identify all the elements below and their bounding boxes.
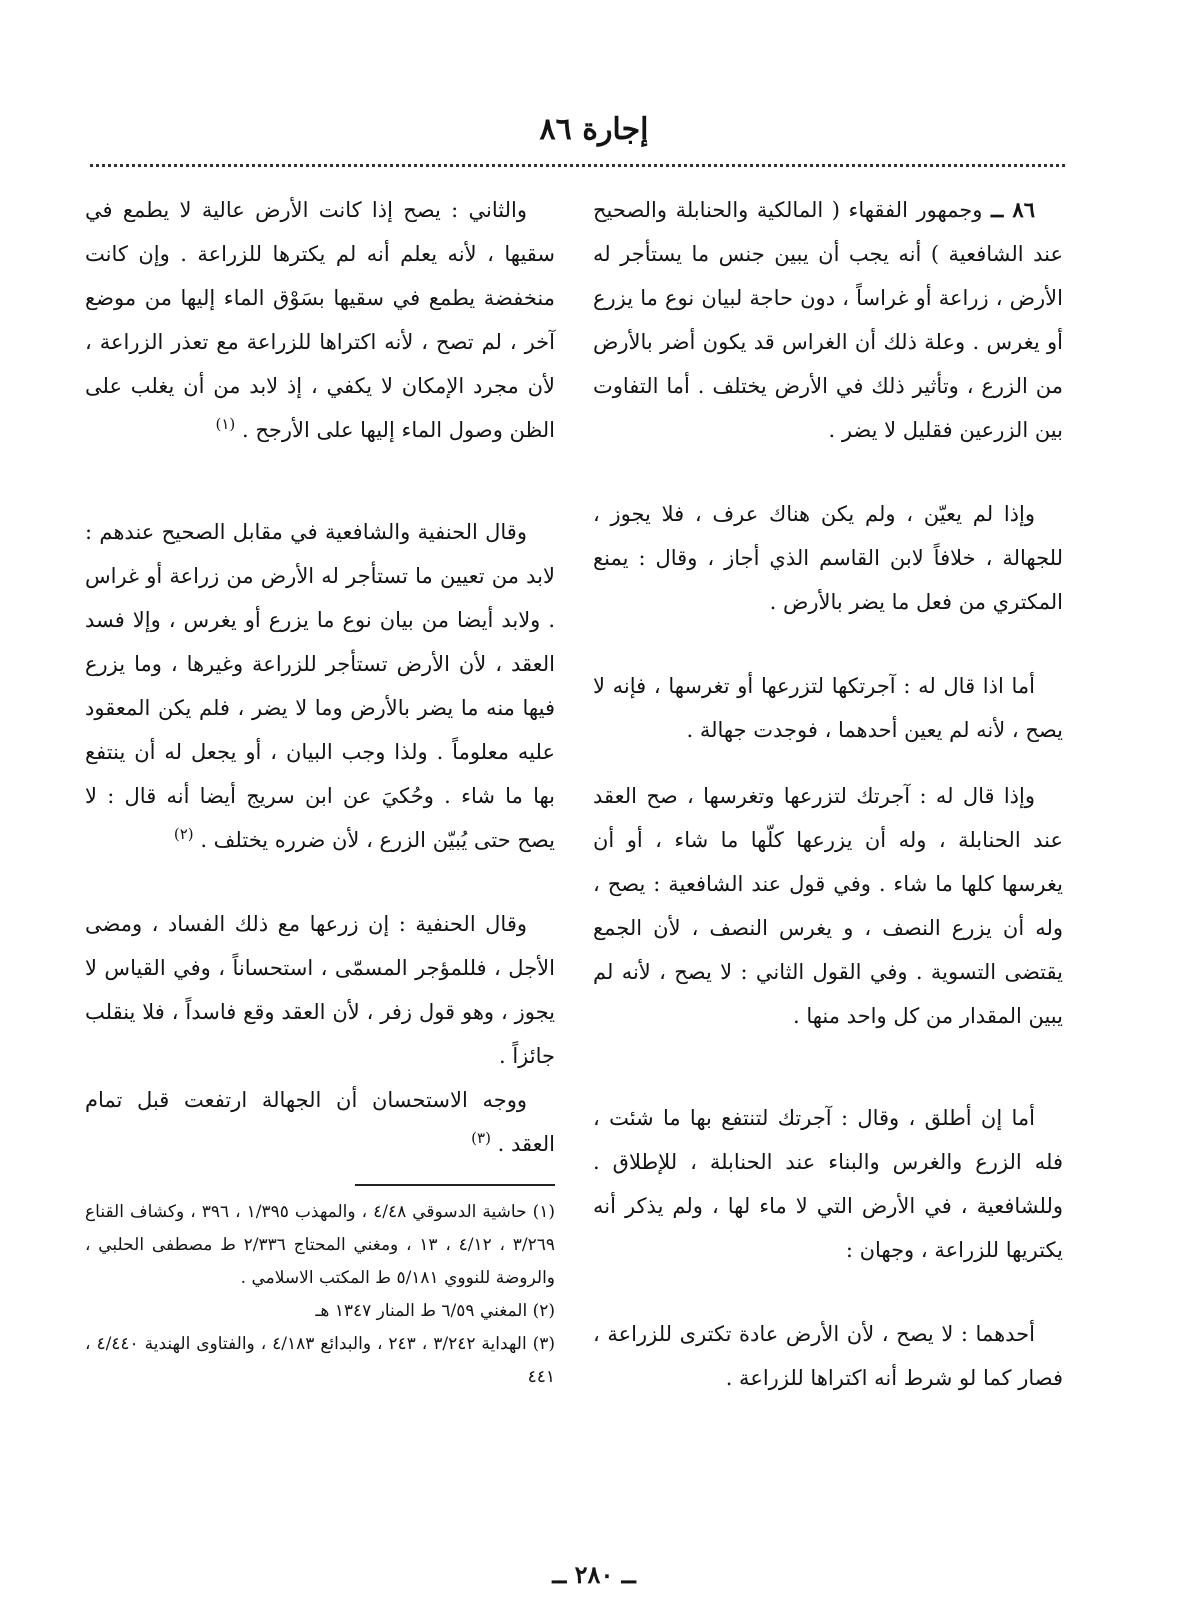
footnote-item: (٢) المغني ٦/٥٩ ط المنار ١٣٤٧ هـ — [315, 1301, 555, 1321]
paragraph: وإذا لم يعيّن ، ولم يكن هناك عرف ، فلا يجوز ، للجهالة ، خلافاً لابن القاسم الذي أجاز ، وقال : يمنع المكتري من فعل ما يضر بالأرض . — [593, 502, 1063, 614]
header-dotted-rule — [90, 164, 1065, 167]
paragraph-text: ووجه الاستحسان أن الجهالة ارتفعت قبل تمام العقد . — [85, 1088, 555, 1156]
footnote-item: (٣) الهداية ٣/٢٤٢ ، ٢٤٣ ، والبدائع ٤/١٨٣ ، والفتاوى الهندية ٤/٤٤٠ ، ٤٤١ — [85, 1334, 556, 1387]
paragraph-text: وجمهور الفقهاء ( المالكية والحنابلة والصحيح عند الشافعية ) أنه يجب أن يبين جنس ما يستأجر له الأرض ، زراعة أو غراساً ، دون حاجة لبيان نوع ما يزرع أو يغرس . وعلة ذلك أن الغراس قد يكون أضر بالأرض من الزرع ، وتأثير ذلك في الأرض يختلف . أما التفاوت بين الزرعين فقليل لا يضر . — [593, 198, 1063, 442]
paragraph — [85, 510, 555, 862]
footnote-item: (١) حاشية الدسوقي ٤/٤٨ ، والمهذب ١/٣٩٥ ، ٣٩٦ ، وكشاف القناع ٣/٢٦٩ ، ٤/١٢ ، ١٣ ، ومغني المحتاج ٢/٣٣٦ ط مصطفى الحلبي ، والروضة للنووي ٥/١٨١ ط المكتب الاسلامي . — [85, 1202, 556, 1288]
right-column — [593, 188, 1063, 1400]
footnote-ref: (٢) — [173, 825, 194, 843]
paragraph-text: والثاني : يصح إذا كانت الأرض عالية لا يطمع في سقيها ، لأنه يعلم أنه لم يكترها للزراعة . وإن كانت منخفضة يطمع في سقيها بسَوْق الماء إليها من موضع آخر ، لم تصح ، لأنه اكتراها للزراعة مع تعذر الزراعة ، لأن مجرد الإمكان لا يكفي ، إذ لابد من أن يغلب على الظن وصول الماء إليها على الأرجح . — [85, 198, 555, 442]
section-number: ٨٦ ــ — [990, 197, 1035, 222]
paragraph — [85, 1078, 555, 1166]
paragraph: وإذا قال له : آجرتك لتزرعها وتغرسها ، صح العقد عند الحنابلة ، وله أن يزرعها كلّها ما شاء ، أو أن يغرسها كلها ما شاء . وفي قول عند الشافعية : يصح ، وله أن يزرع النصف ، و يغرس النصف ، لأن الجمع يقتضى التسوية . وفي القول الثاني : لا يصح ، لأنه لم يبين المقدار من كل واحد منها . — [593, 784, 1063, 1028]
left-column — [85, 188, 555, 1394]
footnotes — [85, 1196, 555, 1394]
paragraph — [85, 188, 555, 452]
footnote-ref: (١) — [215, 415, 236, 433]
paragraph: أحدهما : لا يصح ، لأن الأرض عادة تكترى للزراعة ، فصار كما لو شرط أنه اكتراها للزراعة . — [593, 1322, 1063, 1390]
footnote-separator — [355, 1184, 555, 1186]
paragraph-86-intro — [593, 188, 1063, 452]
page-header-title: إجارة ٨٦ — [539, 112, 649, 147]
paragraph: أما إن أطلق ، وقال : آجرتك لتنتفع بها ما شئت ، فله الزرع والغرس والبناء عند الحنابلة ، للإطلاق . وللشافعية ، في الأرض التي لا ماء لها ، ولم يذكر أنه يكتريها للزراعة ، وجهان : — [593, 1106, 1063, 1262]
footnote-ref: (٣) — [471, 1129, 491, 1147]
paragraph: وقال الحنفية : إن زرعها مع ذلك الفساد ، ومضى الأجل ، فللمؤجر المسمّى ، استحساناً ، وفي القياس لا يجوز ، وهو قول زفر ، لأن العقد وقع فاسداً ، فلا ينقلب جائزاً . — [85, 912, 555, 1068]
paragraph: أما اذا قال له : آجرتكها لتزرعها أو تغرسها ، فإنه لا يصح ، لأنه لم يعين أحدهما ، فوجدت جهالة . — [593, 674, 1063, 742]
page-number: ــ ٢٨٠ ــ — [552, 1560, 636, 1589]
paragraph-text: وقال الحنفية والشافعية في مقابل الصحيح عندهم : لابد من تعيين ما تستأجر له الأرض من زراعة أو غراس . ولابد أيضا من بيان نوع ما يزرع أو يغرس ، وإلا فسد العقد ، لأن الأرض تستأجر للزراعة وغيرها ، وما يزرع فيها منه ما يضر بالأرض وما لا يضر ، فلم يكن المعقود عليه معلوماً . ولذا وجب البيان ، أو يجعل له أن ينتفع بها ما شاء . وحُكيَ عن ابن سريج أيضا أنه قال : لا يصح حتى يُبيّن الزرع ، لأن ضرره يختلف . — [85, 520, 555, 852]
